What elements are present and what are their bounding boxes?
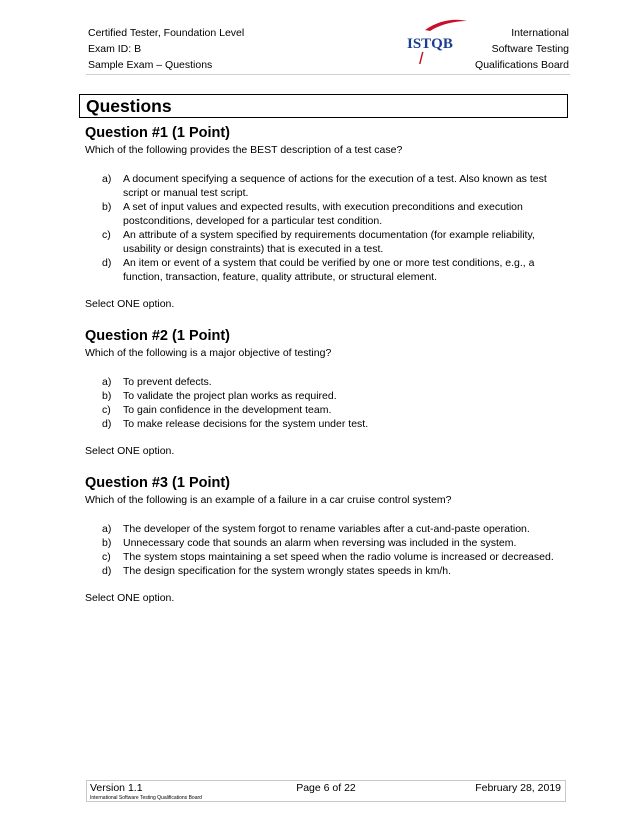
header-divider [86,74,570,75]
header-exam-id: Exam ID: B [88,43,142,55]
section-heading-box [79,94,568,118]
option-c [85,403,565,417]
page-footer [86,780,566,802]
option-d [85,417,565,431]
option-text-line: postconditions, developed for a particular test condition. [123,215,383,227]
header-org-line-3: Qualifications Board [475,59,569,71]
option-letter: b) [102,537,112,549]
option-c [85,228,565,256]
question-1-options [85,172,565,284]
option-text-line: An item or event of a system that could be verified by one or more test conditions, e.g., a [123,257,535,269]
header-doc-type: Sample Exam – Questions [88,59,213,71]
header-right [475,25,569,73]
footer-version: Version 1.1 [90,782,143,794]
option-text-line: To prevent defects. [123,376,212,388]
question-3-instruction: Select ONE option. [85,592,175,604]
question-1-stem: Which of the following provides the BEST description of a test case? [85,144,403,156]
option-letter: a) [102,523,112,535]
option-a [85,172,565,200]
question-2-options [85,375,565,431]
option-text-line: Unnecessary code that sounds an alarm when reversing was included in the system. [123,537,517,549]
option-d [85,256,565,284]
footer-organization: International Software Testing Qualifications Board [90,795,202,801]
questions-content [85,124,565,605]
option-text-line: To gain confidence in the development team. [123,404,332,416]
option-letter: a) [102,376,112,388]
option-text-line: To validate the project plan works as required. [123,390,337,402]
option-letter: a) [102,173,112,185]
option-letter: c) [102,229,111,241]
option-letter: c) [102,404,111,416]
option-text-line: A set of input values and expected results, with execution preconditions and execution [123,201,523,213]
option-text-line: The developer of the system forgot to rename variables after a cut-and-paste operation. [123,523,530,535]
option-text-line: A document specifying a sequence of actions for the execution of a test. Also known as test [123,173,547,185]
option-text-line: An attribute of a system specified by requirements documentation (for example reliability, [123,229,535,241]
question-2-instruction: Select ONE option. [85,445,175,457]
option-letter: d) [102,418,112,430]
option-text-line: The design specification for the system wrongly states speeds in km/h. [123,565,451,577]
question-2-stem: Which of the following is a major objective of testing? [85,347,332,359]
header-org-line-2: Software Testing [491,43,569,55]
option-text-line: The system stops maintaining a set speed when the radio volume is increased or decreased. [123,551,554,563]
header-left [88,25,244,73]
option-letter: d) [102,257,112,269]
option-d [85,564,565,578]
footer-date: February 28, 2019 [475,782,561,794]
section-title: Questions [86,96,172,116]
question-1-title: Question #1 (1 Point) [85,125,231,141]
question-1 [85,124,565,311]
header-cert-level: Certified Tester, Foundation Level [88,27,245,39]
option-a [85,375,565,389]
option-text-line: usability or design constraints) that is executed in a test. [123,243,384,255]
question-1-instruction: Select ONE option. [85,298,175,310]
option-a [85,522,565,536]
option-b [85,389,565,403]
logo-swoosh [425,20,467,31]
question-3 [85,474,565,605]
istqb-logo [405,18,475,68]
option-c [85,550,565,564]
option-b [85,200,565,228]
footer-page-number: Page 6 of 22 [296,782,356,794]
question-2 [85,327,565,458]
option-b [85,536,565,550]
option-text-line: To make release decisions for the system under test. [123,418,369,430]
question-3-stem: Which of the following is an example of a failure in a car cruise control system? [85,494,452,506]
option-letter: c) [102,551,111,563]
question-2-title: Question #2 (1 Point) [85,328,231,344]
option-letter: d) [102,565,112,577]
question-3-options [85,522,565,578]
question-3-title: Question #3 (1 Point) [85,475,231,491]
logo-accent [419,52,424,64]
logo-wordmark: ISTQB [407,36,453,52]
header-org-line-1: International [511,27,569,39]
option-text-line: function, transaction, feature, quality attribute, or structural element. [123,271,437,283]
option-letter: b) [102,201,112,213]
option-text-line: script or manual test script. [123,187,249,199]
option-letter: b) [102,390,112,402]
